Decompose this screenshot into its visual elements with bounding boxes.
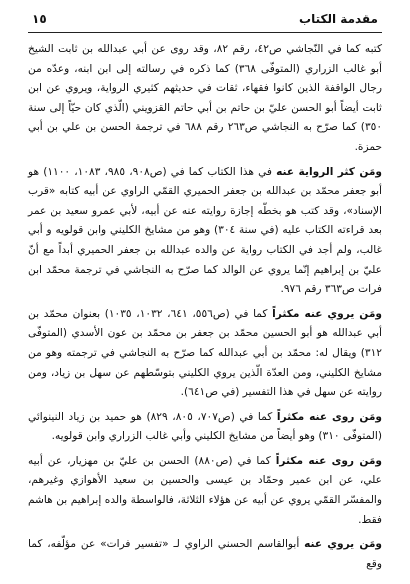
paragraph-6 bbox=[28, 535, 382, 574]
paragraph-text: كتبه كما في النّجاشي ص٤٢، رقم ٨٢، وقد روى عن أبي عبدالله بن ثابت الشيخ أبو غالب الزراري (المتوفّى ٣٦٨) كما ذكره في رسالته إلى ابن ابنه، وعدّه من رجال الواقفة الذين كانوا فقهاء، ثقات في حديثهم كثيري الرواية، ويروي عن ابن ثابت أيضاً أبو الحسن عليّ بن حاتم بن أبي حاتم القزويني (الّذي كان حيّاً إلى سنة ٣٥٠) كما صرّح به النجاشي ص٢٦٣ رقم ٦٨٨ في ترجمة الحسن بن علي بن أبي حمزة. bbox=[28, 43, 383, 153]
running-title: مقدمة الكتاب bbox=[299, 12, 378, 26]
paragraph-text: كما في (ص٨٨٠) الحسن بن عليّ بن مهزيار، عن أبيه علي، عن ابن عمير وحمّاد بن عيسى والحسين بن سعيد الأهوازي وغيرهم، والمفسّر القمّي يروي عن أبيه عن هؤلاء الثلاثة، فالواسطة والده إبراهيم بن هاشم فقط. bbox=[28, 454, 382, 526]
paragraph-text: أبوالقاسم الحسني الراوي لـ «تفسير فرات» عن مؤلّفه، كما وقع bbox=[28, 538, 382, 570]
paragraph-text: كما في (ص٥٥٦، ٦٤١، ١٠٣٢، ١٠٣٥) بعنوان محمّد بن أبي عبدالله هو أبو الحسين محمّد بن جعفر بن محمّد بن عون الأسدي (المتوفّى ٣١٢) ويقال له: محمّد بن أبي عبدالله كما صرّح به النجاشي في ترجمته وهو من مشايخ الكليني، ومن العدّة الّذين يروي الكليني بتوسّطهم عن سهل بن زياد، ومن روايته عن سهل في هذا التفسير (في ص٦٤١). bbox=[28, 307, 382, 399]
paragraph-2 bbox=[28, 163, 382, 300]
paragraph-lead: ومَن روى عنه مكثراً bbox=[275, 454, 382, 467]
paragraph-text: كما في (ص٧٠٧، ٨٠٥، ٨٢٩) هو حميد بن زياد النينوائي (المتوفّى ٣١٠) وهو أيضاً من مشايخ الكليني وأبي غالب الزراري وابن قولويه. bbox=[28, 410, 382, 443]
page-body bbox=[28, 40, 382, 579]
paragraph-3 bbox=[28, 305, 382, 403]
page-header bbox=[28, 10, 382, 33]
paragraph-4 bbox=[28, 408, 382, 447]
paragraph-text: في هذا الكتاب كما في (ص٩٠٨، ٩٨٥، ١٠٨٣، ١١٠٠) هو أبو جعفر محمّد بن عبدالله بن جعفر الحميري القمّي الراوي عن أبيه كتابه «قرب الإسناد»، وقد كتب هو بخطّه إجازة روايته عنه عن أبيه، لأبي عمرو سعيد بن عمر بعد قراءته الكتاب عليه (في سنة ٣٠٤) وهو من مشايخ الكليني وابن قولويه و أبي غالب، ولم أجد في الكتاب رواية عن والده عبدالله بن جعفر الحميري أبداً مع أنّ عليّ بن إبراهيم إنّما يروي عن الوالد كما صرّح به النجاشي في ترجمة محمّد ابن فرات ص٣٦٣ رقم ٩٧٦. bbox=[28, 165, 382, 296]
paragraph-5 bbox=[28, 452, 382, 530]
paragraph-lead: ومَن روى عنه مكثراً bbox=[276, 410, 382, 423]
paragraph-lead: ومَن يروي عنه مكثراً bbox=[272, 307, 382, 320]
paragraph-1 bbox=[28, 40, 382, 158]
paragraph-lead: ومَن كثر الرواية عنه bbox=[276, 165, 383, 178]
page-number: ١٥ bbox=[32, 12, 47, 26]
paragraph-lead: ومَن يروي عنه bbox=[304, 538, 382, 551]
